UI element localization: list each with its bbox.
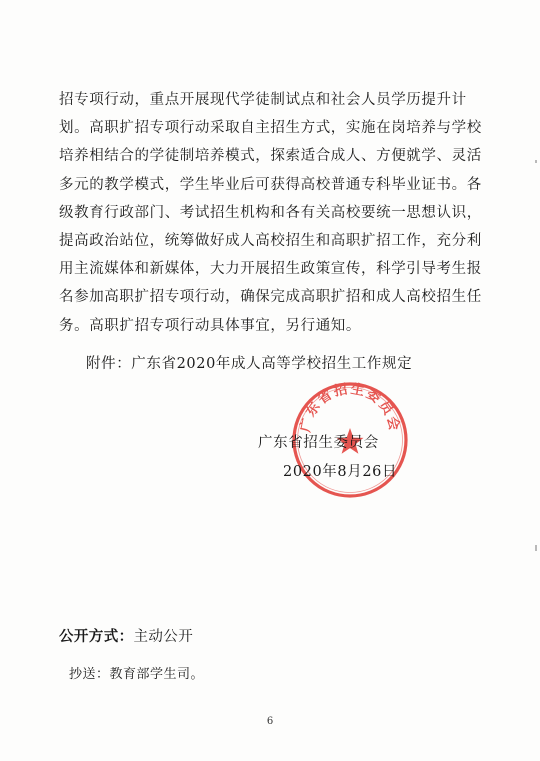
body-line: 级教育行政部门、考试招生机构和各有关高校要统一思想认识，: [59, 204, 482, 221]
disclosure-label: 公开方式：: [59, 629, 134, 645]
body-line: 用主流媒体和新媒体，大力开展招生政策宣传，科学引导考生报: [59, 261, 482, 278]
body-line: 提高政治站位，统筹做好成人高校招生和高职扩招工作，充分利: [59, 233, 482, 250]
scan-edge-mark: [535, 545, 537, 551]
page-number: 6: [266, 716, 274, 727]
body-line: 名参加高职扩招专项行动，确保完成高职扩招和成人高校招生任: [59, 289, 482, 306]
body-line: 培养相结合的学徒制培养模式，探索适合成人、方便就学、灵活: [59, 148, 482, 165]
attachment-note: 附件：广东省2020年成人高等学校招生工作规定: [86, 356, 413, 372]
issue-date: 2020年8月26日: [283, 464, 398, 480]
body-line: 划。高职扩招专项行动采取自主招生方式，实施在岗培养与学校: [59, 120, 482, 137]
seal-arc-text: 广东省招生委员会: [297, 380, 403, 434]
body-line: 务。高职扩招专项行动具体事宜，另行通知。: [59, 317, 361, 334]
issuer-name: 广东省招生委员会: [258, 435, 379, 451]
scan-edge-mark: [535, 160, 537, 163]
body-line: 招专项行动，重点开展现代学徒制试点和社会人员学历提升计: [59, 92, 467, 108]
body-line: 多元的教学模式，学生毕业后可获得高校普通专科毕业证书。各: [59, 176, 482, 193]
disclosure-value: 主动公开: [133, 629, 194, 645]
disclosure-line: [59, 625, 193, 646]
cc-line: 抄送：教育部学生司。: [69, 667, 205, 682]
body-paragraph: [59, 86, 483, 340]
